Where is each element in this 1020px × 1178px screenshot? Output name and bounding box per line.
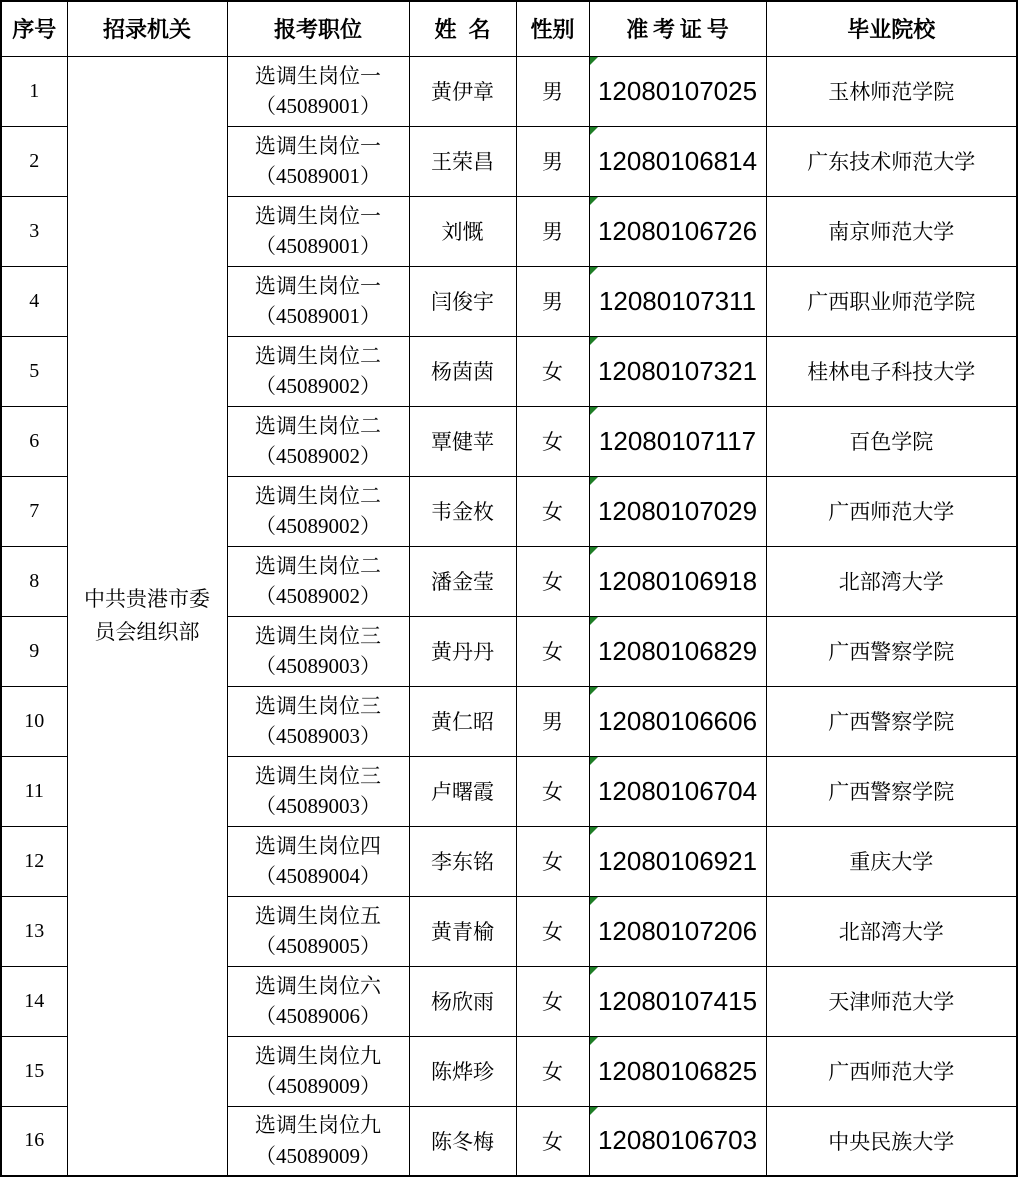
cell-position [227,1106,409,1176]
position-code: （45089002） [255,444,381,468]
exam-no: 12080106918 [597,565,758,596]
candidate-name: 李东铭 [431,850,494,874]
position-code: （45089001） [255,164,381,188]
cell-serial-no [1,546,67,616]
stored-as-text-flag-icon [590,547,598,555]
cell-name [409,126,516,196]
cell-school [766,756,1017,826]
cell-position [227,966,409,1036]
cell-agency-merged [67,56,227,1176]
position-code: （45089005） [255,934,381,958]
cell-position [227,126,409,196]
school-name: 广西职业师范学院 [807,290,976,314]
cell-gender [516,476,589,546]
exam-no: 12080106825 [597,1055,758,1086]
candidate-name: 覃健苹 [431,430,494,454]
position-code: （45089006） [255,1004,381,1028]
position-title: 选调生岗位三 [255,763,381,788]
cell-gender [516,546,589,616]
cell-exam-no [589,406,766,476]
stored-as-text-flag-icon [590,337,598,345]
school-name: 广西警察学院 [828,780,955,804]
cell-exam-no [589,266,766,336]
position-title: 选调生岗位二 [255,343,381,368]
cell-serial-no [1,406,67,476]
cell-serial-no [1,686,67,756]
cell-name [409,826,516,896]
header-gender [516,1,589,56]
serial-no: 16 [24,1129,45,1152]
cell-name [409,756,516,826]
cell-position [227,616,409,686]
cell-position [227,756,409,826]
candidate-name: 黄仁昭 [431,710,494,734]
cell-position [227,826,409,896]
candidate-gender: 女 [542,990,563,1014]
cell-school [766,336,1017,406]
cell-gender [516,406,589,476]
school-name: 桂林电子科技大学 [807,360,976,384]
position-code: （45089003） [255,654,381,678]
cell-school [766,476,1017,546]
position-title: 选调生岗位一 [255,133,381,158]
candidate-name: 陈冬梅 [431,1129,494,1154]
cell-position [227,476,409,546]
cell-serial-no [1,476,67,546]
table-row [1,56,1017,126]
exam-no: 12080107117 [598,425,757,456]
cell-serial-no [1,616,67,686]
position-title: 选调生岗位二 [255,553,381,578]
serial-no: 11 [24,779,44,802]
cell-exam-no [589,546,766,616]
serial-no: 3 [29,219,40,242]
candidate-gender: 女 [542,1129,563,1154]
cell-serial-no [1,196,67,266]
candidate-name: 刘慨 [441,220,484,244]
candidate-gender: 男 [542,80,563,104]
cell-gender [516,266,589,336]
position-title: 选调生岗位二 [255,483,381,508]
stored-as-text-flag-icon [590,127,598,135]
header-gender-label: 性别 [530,17,575,43]
position-code: （45089001） [255,234,381,258]
position-code: （45089003） [255,724,381,748]
candidate-name: 闫俊宇 [431,290,494,314]
cell-exam-no [589,476,766,546]
position-code: （45089003） [255,794,381,818]
serial-no: 4 [29,289,40,312]
cell-school [766,1036,1017,1106]
candidate-name: 韦金枚 [431,500,494,524]
cell-gender [516,756,589,826]
school-name: 南京师范大学 [828,220,955,244]
candidate-gender: 女 [542,920,563,944]
cell-exam-no [589,196,766,266]
position-code: （45089009） [255,1074,381,1098]
cell-gender [516,826,589,896]
exam-no: 12080106814 [597,145,758,176]
cell-position [227,1036,409,1106]
school-name: 广西师范大学 [828,500,955,524]
cell-name [409,336,516,406]
stored-as-text-flag-icon [590,57,598,65]
cell-serial-no [1,126,67,196]
school-name: 百色学院 [849,430,934,454]
header-agency [67,1,227,56]
stored-as-text-flag-icon [590,267,598,275]
exam-no: 12080107206 [597,915,758,946]
stored-as-text-flag-icon [590,687,598,695]
cell-exam-no [589,126,766,196]
cell-position [227,196,409,266]
exam-no: 12080107321 [597,355,758,386]
candidate-gender: 女 [542,640,563,664]
position-title: 选调生岗位九 [255,1113,381,1138]
serial-no: 10 [24,709,45,732]
position-title: 选调生岗位六 [255,973,381,998]
position-code: （45089002） [255,374,381,398]
position-code: （45089002） [255,584,381,608]
serial-no: 9 [29,639,40,662]
header-position [227,1,409,56]
position-code: （45089002） [255,514,381,538]
serial-no: 6 [29,429,40,452]
cell-position [227,546,409,616]
stored-as-text-flag-icon [590,1037,598,1045]
cell-school [766,826,1017,896]
position-code: （45089009） [255,1143,381,1168]
cell-school [766,56,1017,126]
cell-gender [516,896,589,966]
cell-serial-no [1,896,67,966]
cell-gender [516,56,589,126]
cell-position [227,266,409,336]
cell-name [409,1036,516,1106]
cell-position [227,686,409,756]
cell-gender [516,1106,589,1176]
cell-exam-no [589,896,766,966]
header-exam-no-label: 准考证号 [626,17,734,43]
candidate-gender: 男 [542,220,563,244]
cell-exam-no [589,1106,766,1176]
candidate-gender: 男 [542,710,563,734]
position-code: （45089001） [255,304,381,328]
cell-school [766,686,1017,756]
stored-as-text-flag-icon [590,967,598,975]
cell-serial-no [1,266,67,336]
cell-position [227,896,409,966]
cell-exam-no [589,686,766,756]
header-serial-no [1,1,67,56]
exam-no: 12080106829 [597,635,758,666]
school-name: 广西警察学院 [828,710,955,734]
exam-no: 12080107311 [598,285,757,316]
candidate-name: 黄青榆 [431,920,494,944]
cell-gender [516,686,589,756]
cell-name [409,896,516,966]
cell-name [409,476,516,546]
cell-exam-no [589,966,766,1036]
cell-gender [516,336,589,406]
cell-serial-no [1,1036,67,1106]
exam-no: 12080106726 [597,215,758,246]
cell-exam-no [589,756,766,826]
cell-gender [516,966,589,1036]
exam-no: 12080106921 [597,845,758,876]
cell-exam-no [589,826,766,896]
candidate-name: 卢曙霞 [431,780,494,804]
header-school [766,1,1017,56]
position-title: 选调生岗位三 [255,693,381,718]
school-name: 广东技术师范大学 [807,150,976,174]
cell-school [766,896,1017,966]
school-name: 重庆大学 [849,850,934,874]
candidate-name: 王荣昌 [431,150,494,174]
cell-serial-no [1,966,67,1036]
exam-no: 12080106606 [597,705,758,736]
stored-as-text-flag-icon [590,477,598,485]
serial-no: 14 [24,989,45,1012]
cell-name [409,546,516,616]
cell-name [409,406,516,476]
cell-name [409,1106,516,1176]
header-serial-no-label: 序号 [12,17,57,43]
cell-name [409,196,516,266]
cell-gender [516,1036,589,1106]
header-agency-label: 招录机关 [102,17,191,43]
candidate-gender: 女 [542,430,563,454]
stored-as-text-flag-icon [590,617,598,625]
candidate-gender: 男 [542,290,563,314]
candidate-gender: 男 [542,150,563,174]
stored-as-text-flag-icon [590,1107,598,1115]
cell-school [766,126,1017,196]
candidate-gender: 女 [542,850,563,874]
serial-no: 8 [29,569,40,592]
cell-school [766,1106,1017,1176]
position-title: 选调生岗位一 [255,203,381,228]
serial-no: 7 [29,499,40,522]
exam-no: 12080106704 [597,775,758,806]
candidate-name: 杨茵茵 [431,360,494,384]
serial-no: 1 [29,79,40,102]
cell-position [227,406,409,476]
cell-serial-no [1,826,67,896]
agency-name: 中共贵港市委员会组织部 [84,587,210,644]
school-name: 中央民族大学 [828,1129,955,1154]
header-row [1,1,1017,56]
stored-as-text-flag-icon [590,827,598,835]
exam-no: 12080106703 [597,1125,758,1156]
cell-exam-no [589,56,766,126]
header-position-label: 报考职位 [273,17,362,43]
candidate-gender: 女 [542,570,563,594]
serial-no: 5 [29,359,40,382]
cell-exam-no [589,1036,766,1106]
candidate-gender: 女 [542,500,563,524]
exam-no: 12080107025 [597,75,758,106]
cell-position [227,336,409,406]
cell-name [409,56,516,126]
school-name: 北部湾大学 [838,920,944,944]
cell-school [766,266,1017,336]
exam-no: 12080107415 [597,985,758,1016]
stored-as-text-flag-icon [590,197,598,205]
candidate-name: 杨欣雨 [431,990,494,1014]
position-title: 选调生岗位四 [255,833,381,858]
candidate-gender: 女 [542,1060,563,1084]
header-school-label: 毕业院校 [847,17,936,43]
position-title: 选调生岗位一 [255,273,381,298]
position-title: 选调生岗位三 [255,623,381,648]
exam-no: 12080107029 [597,495,758,526]
cell-school [766,966,1017,1036]
school-name: 广西警察学院 [828,640,955,664]
candidate-gender: 女 [542,360,563,384]
cell-school [766,546,1017,616]
serial-no: 2 [29,149,40,172]
position-title: 选调生岗位五 [255,903,381,928]
cell-name [409,686,516,756]
cell-position [227,56,409,126]
position-title: 选调生岗位九 [255,1043,381,1068]
school-name: 玉林师范学院 [828,80,955,104]
cell-gender [516,196,589,266]
cell-gender [516,126,589,196]
header-name-label: 姓名 [434,17,503,43]
header-name [409,1,516,56]
candidate-name: 陈烨珍 [431,1060,494,1084]
stored-as-text-flag-icon [590,407,598,415]
cell-gender [516,616,589,686]
position-title: 选调生岗位一 [255,63,381,88]
school-name: 广西师范大学 [828,1060,955,1084]
school-name: 天津师范大学 [828,990,955,1014]
cell-serial-no [1,1106,67,1176]
position-code: （45089004） [255,864,381,888]
serial-no: 13 [24,919,45,942]
cell-name [409,616,516,686]
cell-serial-no [1,756,67,826]
candidate-name: 黄伊章 [431,80,494,104]
serial-no: 15 [24,1059,45,1082]
school-name: 北部湾大学 [838,570,944,594]
cell-school [766,196,1017,266]
stored-as-text-flag-icon [590,757,598,765]
cell-name [409,266,516,336]
candidate-name: 黄丹丹 [431,640,494,664]
cell-exam-no [589,336,766,406]
cell-name [409,966,516,1036]
stored-as-text-flag-icon [590,897,598,905]
cell-serial-no [1,56,67,126]
header-exam-no [589,1,766,56]
candidate-gender: 女 [542,780,563,804]
cell-school [766,616,1017,686]
serial-no: 12 [24,849,45,872]
cell-exam-no [589,616,766,686]
cell-school [766,406,1017,476]
position-code: （45089001） [255,94,381,118]
position-title: 选调生岗位二 [255,413,381,438]
cell-serial-no [1,336,67,406]
candidate-name: 潘金莹 [431,570,494,594]
